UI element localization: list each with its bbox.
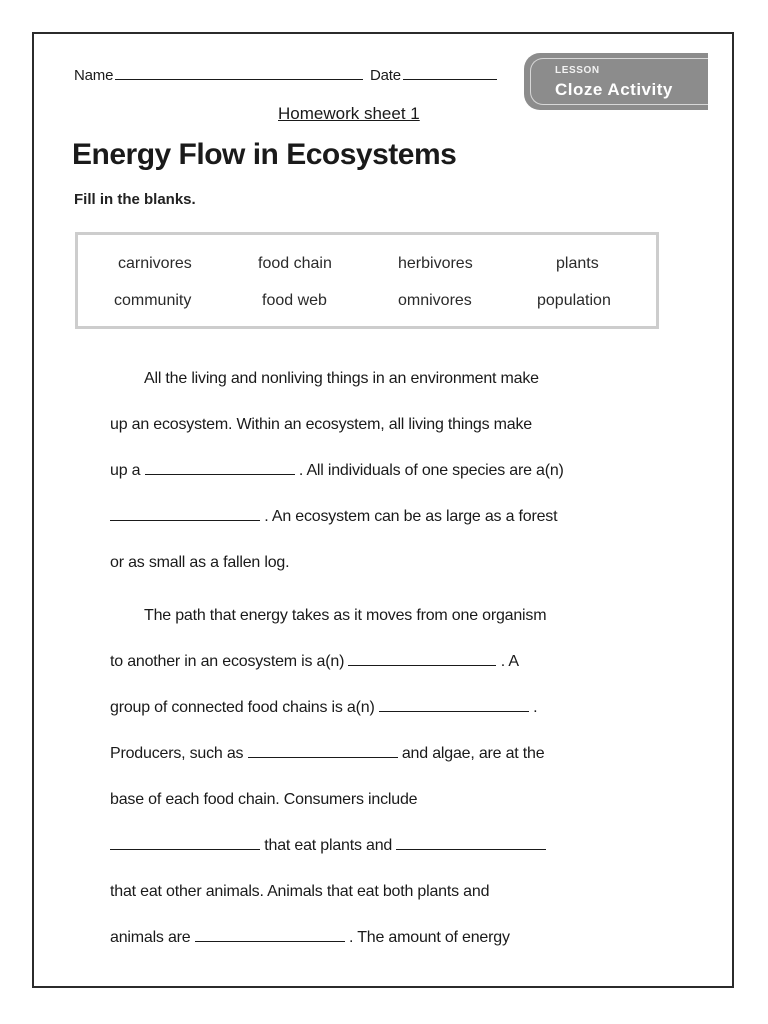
passage-line [110, 462, 630, 508]
passage-text: group of connected food chains is a(n) [110, 699, 375, 716]
word-bank-item: plants [556, 255, 599, 272]
passage-text: animals are [110, 929, 191, 946]
word-bank-item: herbivores [398, 255, 473, 272]
passage-line [110, 699, 630, 745]
passage-line [110, 837, 630, 883]
blank-population[interactable] [110, 508, 260, 521]
passage-line [110, 929, 630, 975]
name-label: Name [74, 67, 114, 84]
blank-food-chain[interactable] [348, 653, 496, 666]
passage-line [110, 508, 630, 554]
name-field[interactable] [74, 66, 363, 84]
word-bank-item: food chain [258, 255, 332, 272]
lesson-tab [524, 53, 708, 110]
page-title: Energy Flow in Ecosystems [72, 138, 457, 171]
passage-text: up a [110, 462, 141, 479]
blank-community[interactable] [145, 462, 295, 475]
passage-line: All the living and nonliving things in an environment make [144, 370, 539, 387]
passage-line: that eat other animals. Animals that eat both plants and [110, 883, 490, 900]
lesson-label: LESSON [555, 65, 600, 76]
word-bank-item: omnivores [398, 292, 472, 309]
passage [110, 370, 630, 975]
passage-text: and algae, are at the [401, 745, 545, 762]
passage-text: . An ecosystem can be as large as a forest [264, 508, 558, 525]
blank-plants[interactable] [248, 745, 398, 758]
blank-food-web[interactable] [379, 699, 529, 712]
word-bank-item: community [114, 292, 192, 309]
passage-line [110, 745, 630, 791]
passage-text: . A [500, 653, 519, 670]
passage-line: up an ecosystem. Within an ecosystem, all living things make [110, 416, 532, 433]
instructions: Fill in the blanks. [74, 191, 196, 208]
passage-line [110, 653, 630, 699]
passage-text: . All individuals of one species are a(n) [298, 462, 564, 479]
lesson-type: Cloze Activity [555, 80, 673, 99]
word-bank-item: food web [262, 292, 327, 309]
passage-text: Producers, such as [110, 745, 244, 762]
word-bank-item: carnivores [118, 255, 192, 272]
passage-text: to another in an ecosystem is a(n) [110, 653, 345, 670]
passage-text: that eat plants and [264, 837, 393, 854]
blank-carnivores[interactable] [396, 837, 546, 850]
word-bank [75, 232, 659, 329]
date-label: Date [370, 67, 401, 84]
passage-text: . [533, 699, 538, 716]
homework-subtitle: Homework sheet 1 [278, 104, 420, 123]
word-bank-item: population [537, 292, 611, 309]
lesson-tab-inner [530, 58, 708, 105]
date-field[interactable] [370, 66, 497, 84]
passage-line: The path that energy takes as it moves from one organism [144, 607, 547, 624]
passage-text: . The amount of energy [349, 929, 510, 946]
passage-line: base of each food chain. Consumers include [110, 791, 418, 808]
date-line[interactable] [403, 66, 497, 80]
blank-omnivores[interactable] [195, 929, 345, 942]
blank-herbivores[interactable] [110, 837, 260, 850]
name-line[interactable] [115, 66, 363, 80]
passage-line: or as small as a fallen log. [110, 554, 290, 571]
